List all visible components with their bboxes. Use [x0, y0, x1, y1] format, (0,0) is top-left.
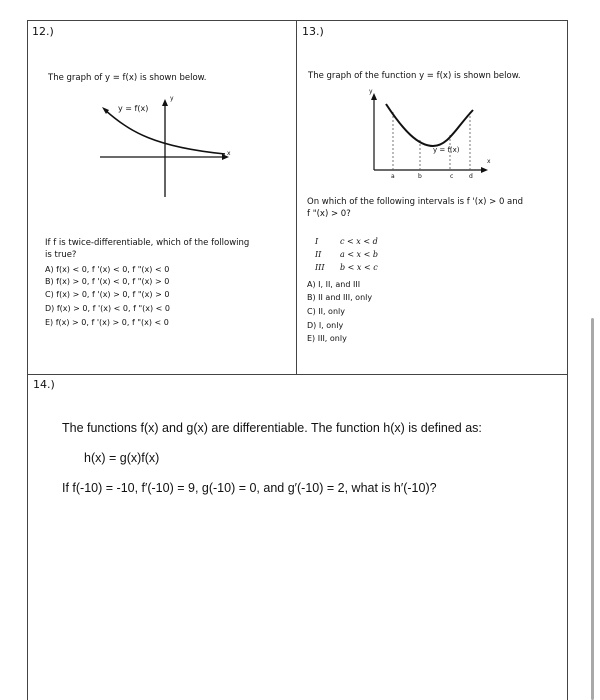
q13-interval-3-roman: III [315, 263, 325, 272]
q14-number: 14.) [33, 378, 55, 391]
q13-interval-2-roman: II [315, 250, 322, 259]
q13-question-line2: f "(x) > 0? [307, 209, 351, 219]
scrollbar[interactable] [591, 318, 594, 700]
q13-option-e: E) III, only [307, 334, 347, 343]
q12-option-b: B) f(x) > 0, f '(x) < 0, f "(x) > 0 [45, 277, 170, 286]
q12-question-line1: If f is twice-differentiable, which of the following [45, 238, 250, 248]
q14-line3: If f(-10) = -10, f′(-10) = 9, g(-10) = 0, and g′(-10) = 2, what is h′(-10)? [62, 481, 437, 495]
q13-number: 13.) [302, 25, 324, 38]
q14-line2: h(x) = g(x)f(x) [84, 451, 160, 465]
q13-option-c: C) II, only [307, 307, 345, 316]
q13-interval-1-expr: c < x < d [340, 237, 378, 246]
q12-intro: The graph of y = f(x) is shown below. [48, 73, 207, 83]
q12-option-c: C) f(x) > 0, f '(x) > 0, f "(x) > 0 [45, 290, 170, 299]
q13-option-a: A) I, II, and III [307, 280, 361, 289]
q12-graph [95, 92, 235, 202]
q12-axis-y: y [170, 95, 174, 102]
q12-graph-label: y = f(x) [118, 104, 149, 113]
q13-tick-b: b [418, 173, 422, 180]
q14-line1: The functions f(x) and g(x) are differentiable. The function h(x) is defined as: [62, 421, 482, 435]
q13-tick-d: d [469, 173, 473, 180]
q13-intro: The graph of the function y = f(x) is shown below. [308, 71, 521, 81]
q13-option-d: D) I, only [307, 321, 344, 330]
q13-interval-2-expr: a < x < b [340, 250, 378, 259]
q12-option-e: E) f(x) > 0, f '(x) > 0, f "(x) < 0 [45, 318, 169, 327]
q12-option-d: D) f(x) > 0, f '(x) < 0, f "(x) < 0 [45, 304, 170, 313]
q12-option-a: A) f(x) < 0, f '(x) < 0, f "(x) < 0 [45, 265, 170, 274]
q13-graph [368, 90, 498, 180]
q13-interval-3-expr: b < x < c [340, 263, 378, 272]
q12-number: 12.) [32, 25, 54, 38]
q12-axis-x: x [227, 150, 231, 157]
q13-graph-label: y = f(x) [433, 146, 460, 154]
q12-question-line2: is true? [45, 250, 77, 260]
q13-tick-c: c [450, 173, 454, 180]
q13-interval-1-roman: I [315, 237, 319, 246]
q13-axis-x: x [487, 158, 491, 165]
q13-question-line1: On which of the following intervals is f '(x) > 0 and [307, 197, 524, 207]
row-divider [27, 374, 568, 375]
q13-axis-y: y [369, 88, 373, 95]
column-divider [296, 20, 297, 374]
q13-option-b: B) II and III, only [307, 293, 373, 302]
q13-tick-a: a [391, 173, 395, 180]
